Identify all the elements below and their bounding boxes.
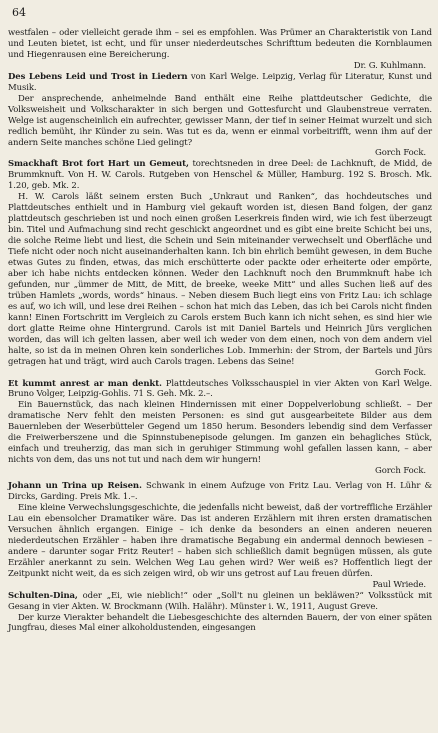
page-number: 64: [12, 6, 26, 19]
book-title: Smackhaft Brot fort Hart un Gemeut,: [8, 159, 189, 170]
reviewer-signature: Gorch Fock.: [375, 466, 426, 477]
book-details: von Karl Welge. Leipzig, Verlag für Literatur, Kunst und Musik.: [8, 71, 432, 93]
reviewer-signature: Paul Wriede.: [372, 579, 426, 590]
reviewer-signature: Gorch Fock.: [375, 148, 426, 159]
review-heading: [8, 72, 432, 94]
review-column: [8, 28, 432, 634]
review-heading: [8, 159, 432, 192]
review-text: H. W. Carols läßt seinem ersten Buch „Unkraut und Ranken“, das hochdeutsches und Plattdeutsches enthielt und in Hamburg viel gekauft worden ist, diesen Band folgen, der ganz plattdeutsch geschrieben ist und noch einen großen Leserkreis finden wird, wie ich fest überzeugt bin. Titel und Aufmachung sind recht geschickt angeordnet und es gibt eine breite Schicht bei uns, die solche Reime liebt und liest, die Schein und Sein miteinander verwechselt und Oberfläche und Tiefe nicht oder noch nicht auseinanderhalten kann. Ich bin ehrlich bemüht gewesen, in dem Buche etwas Gutes zu finden, etwas, das mich erschütterte oder packte oder erheiterte oder empörte, aber ich habe nichts entdecken können. Weder den Lachknuft noch den Brummknuft habe ich gefunden, nur „ümmer de Mitt, de Mitt, de breeke, weeke Mitt“ und alles Suchen ließ auf des trüben Hamlets „words, words“ hinaus. – Neben diesem Buch liegt eins von Fritz Lau: ich schlage es auf, wo ich will, und lese drei Reihen – schon hat mich das Leben, das ich bei Carols nicht finden kann! Einen Fortschritt im Vergleich zu Carols erstem Buch kann ich nicht sehen, es sind hier wie dort glatte Reime ohne Hintergrund. Carols ist mit Daniel Bartels und Heinrich Jürs verglichen worden, das will ich gelten lassen, aber weil ich weder von dem einen, noch von dem andern viel halte, so ist da in meinen Ohren kein sonderliches Lob. Immerhin: der Strom, der Bartels und Jürs getragen hat und trägt, wird auch Carols tragen. Lebens das Seine!: [8, 192, 432, 367]
book-details: Plattdeutsches Volksschauspiel in vier Akten von Karl Welge. Bruno Volger, Leipzig-Gohlis. 71 S. Geh. Mk. 2.–.: [8, 378, 432, 400]
book-details: Schwank in einem Aufzuge von Fritz Lau. Verlag von H. Lühr & Dircks, Garding. Preis Mk. 1.–.: [8, 481, 432, 503]
book-title: Et kummt anrest ar man denkt.: [8, 378, 162, 389]
review-text: Der kurze Vierakter behandelt die Liebesgeschichte des alternden Bauern, der von einer späten Jungfrau, dieses Mal einer alkoholdustenden, eingesangen: [8, 612, 432, 634]
book-title: Johann un Trina up Reisen.: [8, 481, 142, 492]
paragraph: westfalen – oder vielleicht gerade ihm – sei es empfohlen. Was Prümer an Charakteristik von Land und Leuten bietet, ist echt, und für unser niederdeutsches Schrifttum bedeuten die Kornblaumen und Hiegenrausen eine Bereicherung.: [8, 28, 432, 60]
review-text: Eine kleine Verwechslungsgeschichte, die jedenfalls nicht beweist, daß der vortreffliche Erzähler Lau ein ebensolcher Dramatiker wäre. Das ist anderen Erzählern mit ihren ersten dramatischen Versuchen ähnlich ergangen. Einige – ich denke da besonders an einen anderen neueren niederdeutschen Erzähler – haben ihre dramatische Begabung ein andermal dennoch bewiesen – andere – darunter sogar Fritz Reuter! – haben sich schließlich damit begnügen müssen, als gute Erzähler anerkannt zu sein. Welchen Weg Lau gehen wird? Wer weiß es? Hoffentlich liegt der Zeitpunkt nicht weit, da es sich zeigen wird, ob wir uns getrost auf Lau freuen dürfen.: [8, 502, 432, 579]
review-heading: [8, 481, 432, 503]
book-title: Des Lebens Leid und Trost in Liedern: [8, 71, 188, 82]
book-details: oder „Ei, wie nieblich!“ oder „Soll't nu gleinen un bekläwen?“ Volksstück mit Gesang in vier Akten. W. Brockmann (Wilh. Halähr). Münster i. W., 1911, August Greve.: [8, 590, 432, 612]
book-details: torechtsneden in dree Deel: de Lachknuft, de Midd, de Brummknuft. Von H. W. Carols. Rutgeben von Henschel & Müller, Hamburg. 192 S. Brosch. Mk. 1.20, geb. Mk. 2.: [8, 159, 432, 192]
review-text: Der ansprechende, anheimelnde Band enthält eine Reihe plattdeutscher Gedichte, die Volksweisheit und Volkscharakter in sich bergen und Gottesfurcht und Glaubenstreue verraten. Welge ist augenscheinlich ein aufrechter, gewisser Mann, der tief in seiner Heimat wurzelt und sich redlich bemüht, ihr Künder zu sein. Was tut es da, wenn er einmal vorbeitrifft, wenn ihm auf der andern Seite manches schöne Lied gelingt?: [8, 93, 432, 148]
reviewer-signature: Dr. G. Kuhlmann.: [353, 60, 426, 71]
reviewer-signature: Gorch Fock.: [375, 367, 426, 378]
review-heading: [8, 379, 432, 401]
review-text: Ein Bauernstück, das nach kleinen Hindernissen mit einer Doppelverlobung schließt. – Der dramatische Nerv fehlt den meisten Personen: es sind gut ausgearbeitete Bilder aus dem Bauernleben der Weserbütteler Gegend um 1850 herum. Besonders lebendig sind dem Verfasser die Freiwerberszene und die Spinnstubenepisode gelungen. Im ganzen ein behagliches Stück, einfach und treuherzig, das man sich in geruhiger Stimmung wohl gefallen lassen kann, – aber nichts von dem, das uns not tut und nach dem wir hungern!: [8, 400, 432, 466]
book-title: Schulten-Dina,: [8, 590, 78, 601]
review-heading: [8, 591, 432, 613]
